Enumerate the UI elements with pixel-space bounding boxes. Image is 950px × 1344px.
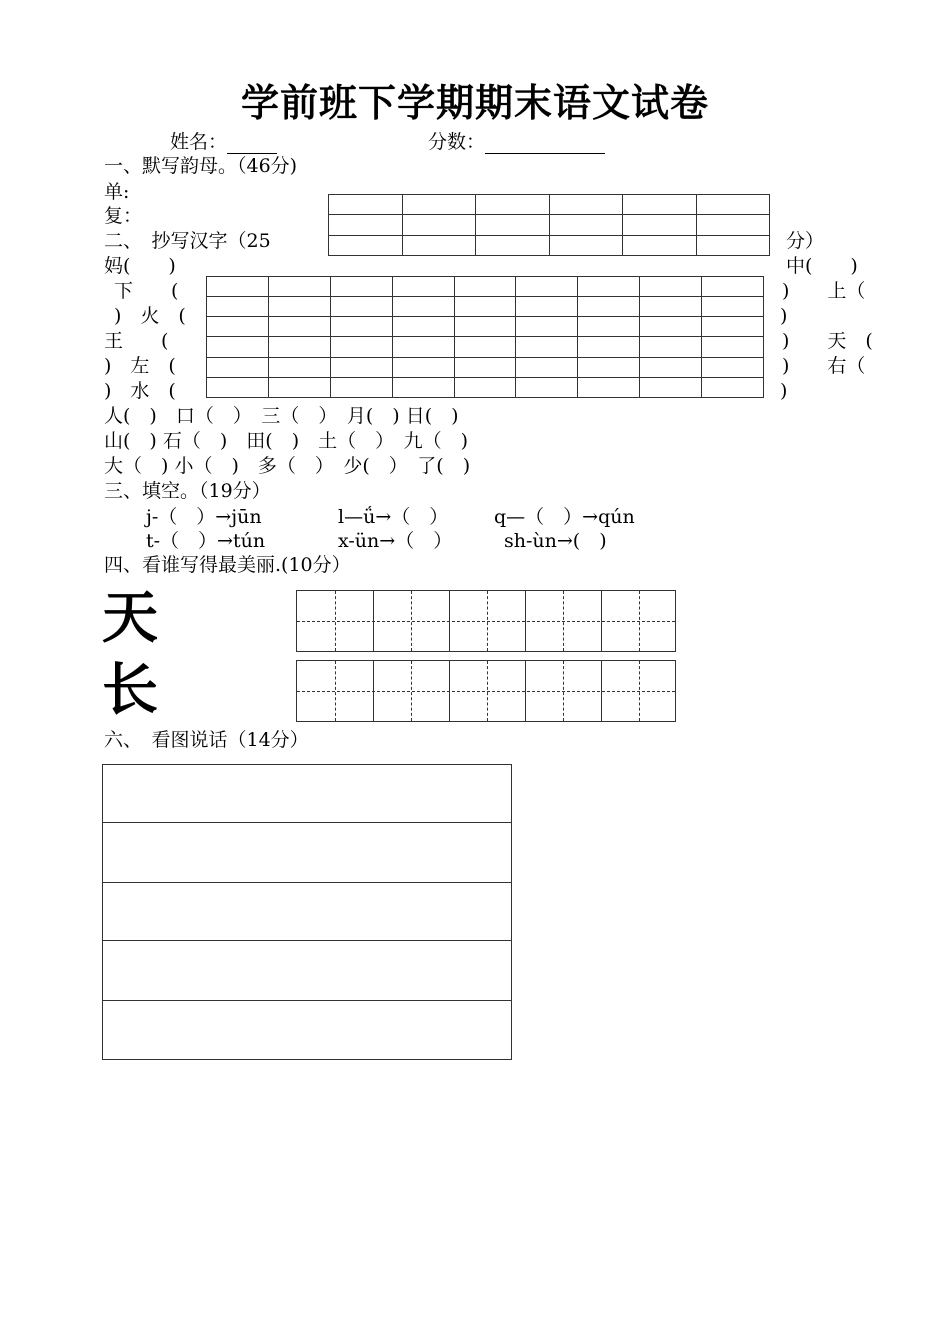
tian-grid[interactable] bbox=[296, 590, 676, 652]
vowel-writing-grid[interactable] bbox=[328, 194, 770, 256]
copy-label-left: ) 水 ( bbox=[104, 380, 176, 402]
copy-label-right: ) 右（ bbox=[782, 355, 866, 377]
char-pinyin-row: 山( ) 石（ ) 田( ) 土（ ） 九（ ) bbox=[104, 430, 469, 452]
copy-writing-grid[interactable] bbox=[206, 276, 764, 398]
section2-heading: 二、 抄写汉字（25 bbox=[104, 230, 271, 252]
fill-item: x-ün→（ ） bbox=[338, 530, 453, 552]
copy-label-right: ) 上（ bbox=[782, 280, 866, 302]
tian-grid[interactable] bbox=[296, 660, 676, 722]
compound-vowel-label: 复： bbox=[104, 205, 143, 227]
char-pinyin-row: 人( ) 口（ ） 三（ ） 月( ) 日( ) bbox=[104, 405, 459, 427]
section4-heading: 四、看谁写得最美丽.(10分） bbox=[104, 554, 351, 576]
copy-label-left: ) 火 ( bbox=[114, 305, 186, 327]
copy-label-right: ) 天 ( bbox=[782, 330, 873, 352]
fill-item: sh-ùn→( ) bbox=[504, 530, 607, 552]
copy-label-right: ) bbox=[780, 305, 788, 327]
page-title: 学前班下学期期末语文试卷 bbox=[240, 81, 709, 125]
score-label: 分数： bbox=[428, 131, 486, 153]
copy-label-left: ) 左 ( bbox=[104, 355, 176, 377]
copy-label-left: 妈( ) bbox=[104, 255, 176, 277]
fill-item: t-（ ）→tún bbox=[146, 530, 266, 552]
writing-lines-box[interactable] bbox=[102, 764, 512, 1060]
copy-label-right: ) bbox=[780, 380, 788, 402]
name-label: 姓名： bbox=[170, 131, 228, 153]
copy-label-left: 下 ( bbox=[114, 280, 179, 302]
score-blank[interactable] bbox=[485, 133, 605, 154]
copy-label-left: 王 ( bbox=[104, 330, 169, 352]
copy-label-right: 中( ) bbox=[786, 255, 858, 277]
fill-item: q—（ ）→qún bbox=[494, 506, 635, 528]
section6-heading: 六、 看图说话（14分） bbox=[104, 729, 309, 751]
single-vowel-label: 单: bbox=[104, 181, 130, 203]
char-pinyin-row: 大（ ) 小（ ) 多（ ） 少( ） 了( ) bbox=[104, 455, 471, 477]
section3-heading: 三、填空。（19分） bbox=[104, 480, 271, 502]
fill-item: j-（ ）→jūn bbox=[146, 506, 262, 528]
name-field bbox=[170, 130, 277, 154]
section2-heading-suffix: 分） bbox=[786, 230, 825, 252]
model-character: 天 bbox=[102, 585, 158, 651]
fill-item: l—ǘ→（ ） bbox=[338, 506, 449, 528]
section1-heading: 一、默写韵母。（46分) bbox=[104, 155, 298, 177]
score-field bbox=[428, 130, 605, 154]
model-character: 长 bbox=[102, 657, 158, 723]
name-blank[interactable] bbox=[227, 133, 277, 154]
